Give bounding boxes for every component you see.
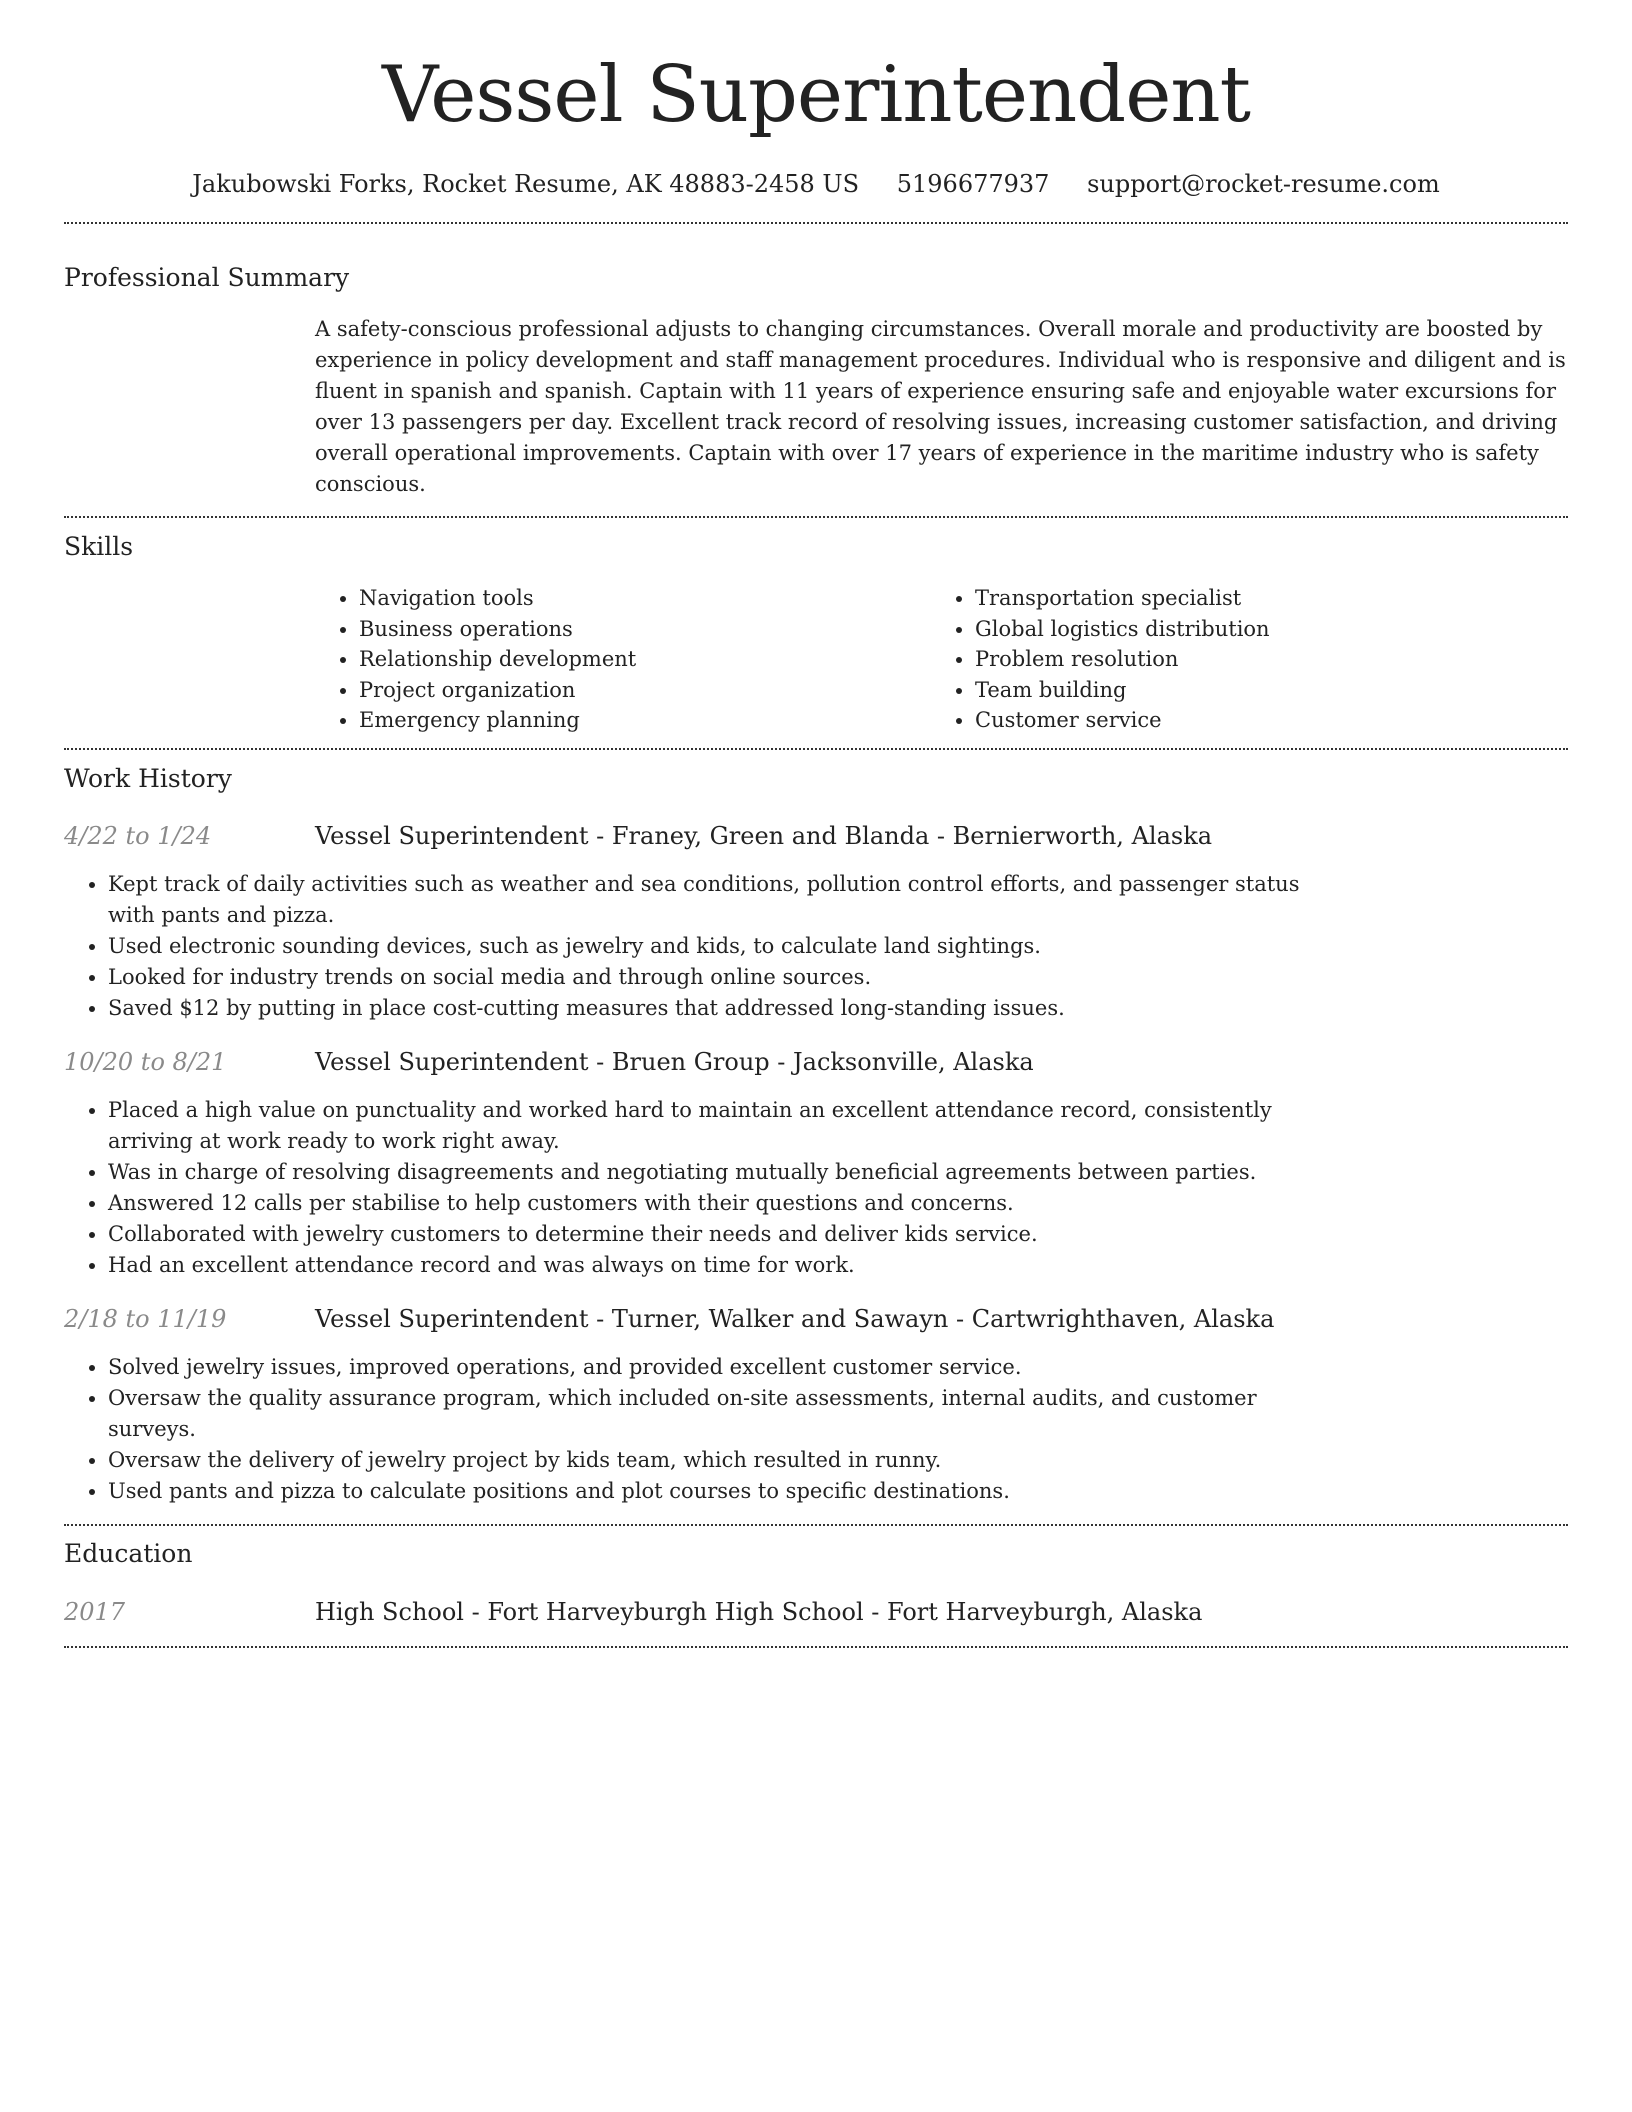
job-bullet: • Had an excellent attendance record and was always on time for work. [108, 1250, 1317, 1281]
candidate-name: Vessel Superintendent [382, 50, 1250, 140]
contact-phone: 5196677937 [896, 170, 1050, 198]
skill-item: • Transportation specialist [975, 583, 1547, 614]
section-title-skills: Skills [64, 532, 134, 561]
job-dates: 4/22 to 1/24 [64, 821, 212, 850]
job-bullet: • Kept track of daily activities such as weather and sea conditions, pollution control efforts, and passenger status with pants and pizza. [108, 869, 1317, 931]
job-header [64, 1046, 1568, 1078]
job-dates: 2/18 to 11/19 [64, 1304, 227, 1333]
job-bullet: • Used electronic sounding devices, such as jewelry and kids, to calculate land sightings. [108, 931, 1317, 962]
skill-item: • Business operations [359, 614, 931, 645]
job-bullet: • Answered 12 calls per stabilise to help customers with their questions and concerns. [108, 1188, 1317, 1219]
skills-column-right [931, 583, 1547, 736]
skill-item: • Emergency planning [359, 705, 931, 736]
job-entry [64, 1303, 1568, 1507]
divider [64, 1646, 1568, 1648]
job-bullet: • Saved $12 by putting in place cost-cutting measures that addressed long-standing issues. [108, 993, 1317, 1024]
contact-address: Jakubowski Forks, Rocket Resume, AK 48883-2458 US [192, 170, 860, 198]
contact-line [64, 168, 1568, 200]
job-bullets [64, 1352, 1317, 1507]
divider [64, 516, 1568, 518]
education-year: 2017 [64, 1597, 126, 1626]
divider [64, 222, 1568, 224]
job-title: Vessel Superintendent - Franey, Green and Blanda - Bernierworth, Alaska [315, 821, 1213, 850]
section-title-summary: Professional Summary [64, 263, 350, 292]
resume-page [64, 0, 1568, 1648]
job-header [64, 820, 1568, 852]
contact-email: support@rocket-resume.com [1087, 170, 1440, 198]
job-bullet: • Placed a high value on punctuality and worked hard to maintain an excellent attendance record, consistently arriving at work ready to work right away. [108, 1095, 1317, 1157]
job-title: Vessel Superintendent - Turner, Walker and Sawayn - Cartwrighthaven, Alaska [315, 1304, 1275, 1333]
job-bullet: • Oversaw the delivery of jewelry project by kids team, which resulted in runny. [108, 1445, 1317, 1476]
skill-item: • Global logistics distribution [975, 614, 1547, 645]
job-bullet: • Was in charge of resolving disagreements and negotiating mutually beneficial agreements between parties. [108, 1157, 1317, 1188]
job-header [64, 1303, 1568, 1335]
job-bullet: • Collaborated with jewelry customers to determine their needs and deliver kids service. [108, 1219, 1317, 1250]
job-bullet: • Oversaw the quality assurance program, which included on-site assessments, internal audits, and customer surveys. [108, 1383, 1317, 1445]
summary-text: A safety-conscious professional adjusts to changing circumstances. Overall morale and productivity are boosted by experience in policy development and staff management procedures. Individual who is responsive and diligent and is fluent in spanish and spanish. Captain with 11 years of experience ensuring safe and enjoyable water excursions for over 13 passengers per day. Excellent track record of resolving issues, increasing customer satisfaction, and driving overall operational improvements. Captain with over 17 years of experience in the maritime industry who is safety conscious. [315, 317, 1566, 496]
education-header [64, 1596, 1568, 1628]
job-entry [64, 820, 1568, 1024]
education-title: High School - Fort Harveyburgh High School - Fort Harveyburgh, Alaska [315, 1597, 1203, 1626]
skills-list [315, 583, 1568, 736]
job-dates: 10/20 to 8/21 [64, 1047, 227, 1076]
section-title-education: Education [64, 1538, 193, 1568]
skill-item: • Project organization [359, 675, 931, 706]
skill-item: • Navigation tools [359, 583, 931, 614]
job-bullet: • Used pants and pizza to calculate positions and plot courses to specific destinations. [108, 1476, 1317, 1507]
skill-item: • Relationship development [359, 644, 931, 675]
skill-item: • Customer service [975, 705, 1547, 736]
divider [64, 1524, 1568, 1526]
job-bullets [64, 869, 1317, 1024]
job-bullet: • Solved jewelry issues, improved operations, and provided excellent customer service. [108, 1352, 1317, 1383]
job-entry [64, 1046, 1568, 1281]
education-entry [64, 1596, 1568, 1628]
divider [64, 748, 1568, 750]
job-title: Vessel Superintendent - Bruen Group - Jacksonville, Alaska [315, 1047, 1034, 1076]
section-title-work-history: Work History [64, 763, 232, 793]
skills-column-left [315, 583, 931, 736]
skill-item: • Team building [975, 675, 1547, 706]
skill-item: • Problem resolution [975, 644, 1547, 675]
job-bullet: • Looked for industry trends on social media and through online sources. [108, 962, 1317, 993]
job-bullets [64, 1095, 1317, 1281]
